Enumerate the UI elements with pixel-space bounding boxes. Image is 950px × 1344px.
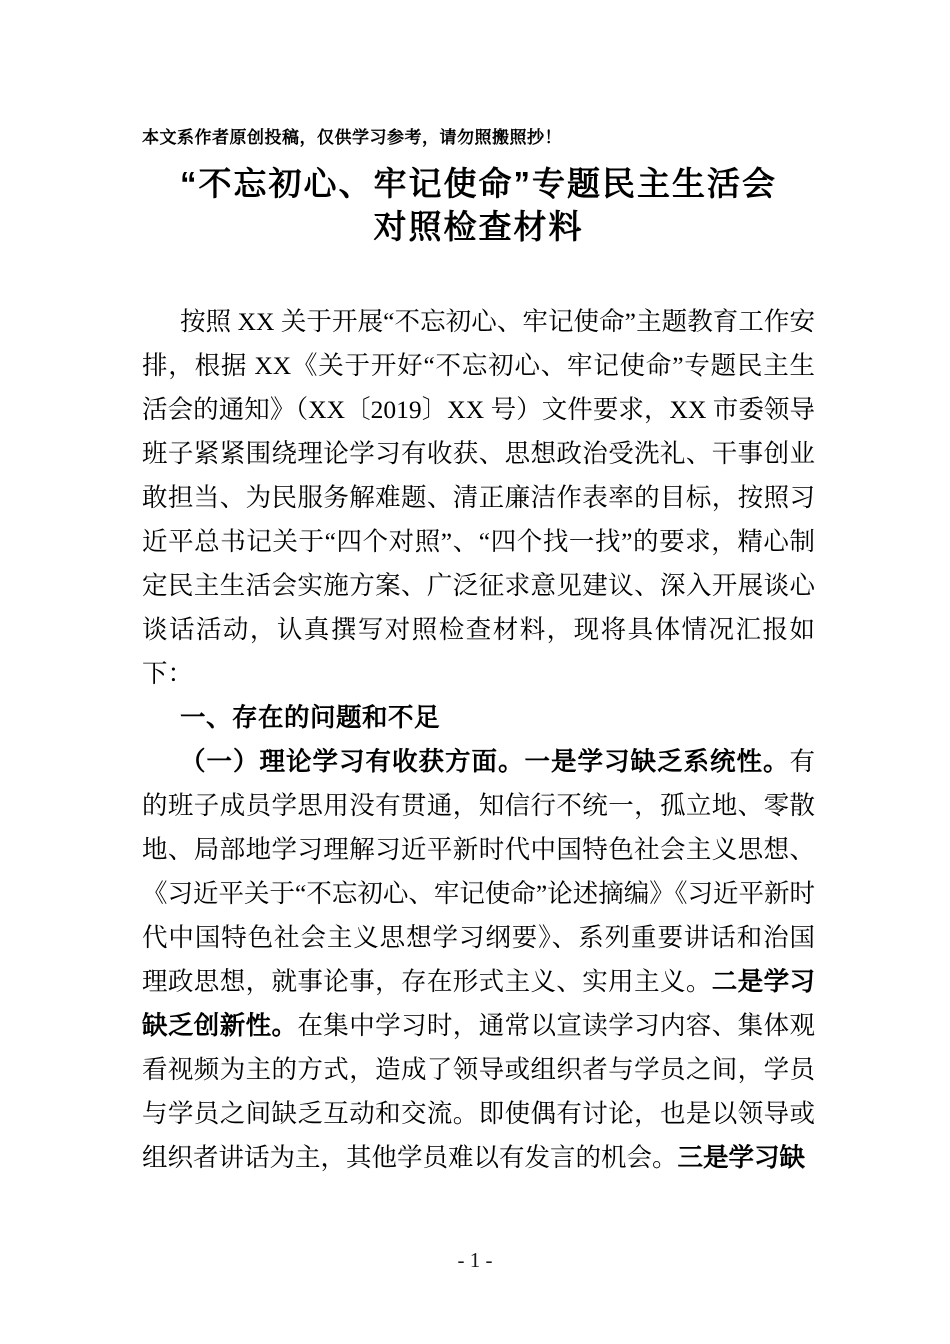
document-title [142, 162, 815, 248]
paragraph-section-1 [142, 740, 815, 1180]
text-segment-bold: 三是学习缺 [677, 1143, 806, 1172]
title-line-1: “不忘初心、牢记使命”专题民主生活会 [180, 165, 777, 202]
document-body [142, 300, 815, 1180]
text-segment-bold: （一）理论学习有收获方面。一是学习缺乏系统性。 [180, 747, 790, 776]
section-1-heading: 一、存在的问题和不足 [180, 704, 441, 732]
page-number: - 1 - [457, 1248, 493, 1272]
text-segment-normal: 在集中学习时，通常以宣读学习内容、集体观看视频为主的方式，造成了领导或组织者与学员之间，学员与学员之间缺乏互动和交流。即使偶有讨论，也是以领导或组织者讲话为主，其他学员难以有发言的机会。 [142, 1011, 815, 1172]
notice-text: 本文系作者原创投稿，仅供学习参考，请勿照搬照抄！ [142, 128, 562, 147]
text-segment-normal: 按照 XX 关于开展“不忘初心、牢记使命”主题教育工作安排，根据 XX《关于开好“不忘初心、牢记使命”专题民主生活会的通知》（XX〔2019〕XX 号）文件要求，XX 市委领导班子紧紧围绕理论学习有收获、思想政治受洗礼、干事创业敢担当、为民服务解难题、清正廉洁作表率的目标，按照习近平总书记关于“四个对照”、“四个找一找”的要求，精心制定民主生活会实施方案、广泛征求意见建议、深入开展谈心谈话活动，认真撰写对照检查材料，现将具体情况汇报如下： [142, 307, 815, 688]
title-line-2: 对照检查材料 [373, 208, 584, 245]
paragraph-intro [142, 300, 815, 696]
text-segment-normal: 有的班子成员学思用没有贯通，知信行不统一，孤立地、零散地、局部地学习理解习近平新时代中国特色社会主义思想、《习近平关于“不忘初心、牢记使命”论述摘编》《习近平新时代中国特色社会主义思想学习纲要》、系列重要讲话和治国理政思想，就事论事，存在形式主义、实用主义。 [142, 747, 815, 996]
text-segment-bold: 二是学习缺乏创新性。 [142, 967, 815, 1040]
